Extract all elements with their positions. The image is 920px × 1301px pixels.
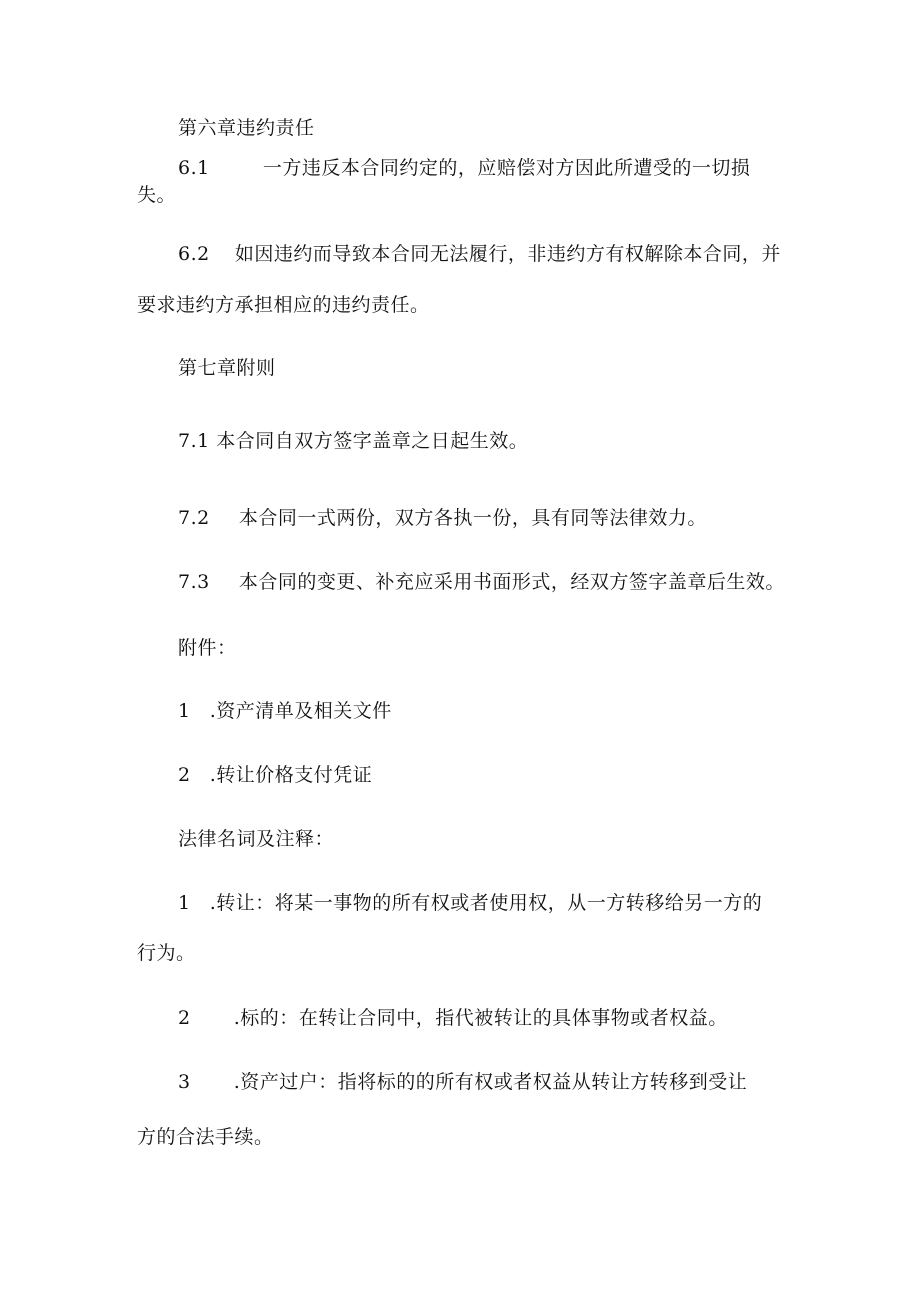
clause-6-1-continuation: 失。 — [137, 184, 177, 206]
glossary-item — [178, 891, 762, 915]
clause-number: 7.2 — [178, 507, 210, 529]
clause-text: 如因违约而导致本合同无法履行，非违约方有权解除本合同，并 — [234, 243, 781, 265]
clause-text: 本合同的变更、补充应采用书面形式，经双方签字盖章后生效。 — [238, 571, 785, 593]
attachment-item — [178, 763, 372, 787]
clause-6-2-continuation: 要求违约方承担相应的违约责任。 — [137, 294, 430, 316]
item-number: 1 — [178, 892, 191, 914]
item-number: 2 — [178, 764, 191, 786]
clause-text: 本合同一式两份，双方各执一份，具有同等法律效力。 — [238, 507, 707, 529]
clause-6-1 — [178, 156, 750, 180]
chapter-6-heading: 第六章违约责任 — [178, 117, 315, 139]
item-number: 2 — [178, 1007, 191, 1029]
clause-7-2 — [178, 506, 707, 530]
item-text: .标的：在转让合同中，指代被转让的具体事物或者权益。 — [233, 1007, 728, 1029]
item-text: .资产过户：指将标的的所有权或者权益从转让方转移到受让 — [233, 1071, 748, 1093]
clause-7-3 — [178, 570, 785, 594]
attachment-item — [178, 699, 392, 723]
glossary-item — [178, 1006, 728, 1030]
item-text: .资产清单及相关文件 — [209, 700, 392, 722]
item-number: 1 — [178, 700, 191, 722]
clause-text: 本合同自双方签字盖章之日起生效。 — [216, 430, 529, 452]
glossary-item-continuation: 行为。 — [137, 942, 196, 964]
clause-number: 7.3 — [178, 571, 210, 593]
clause-7-1 — [178, 429, 528, 453]
clause-text: 一方违反本合同约定的，应赔偿对方因此所遭受的一切损 — [262, 157, 751, 179]
clause-number: 6.2 — [178, 243, 210, 265]
clause-number: 6.1 — [178, 157, 210, 179]
clause-number: 7.1 — [178, 430, 210, 452]
item-number: 3 — [178, 1071, 191, 1093]
item-text: .转让价格支付凭证 — [209, 764, 373, 786]
glossary-item — [178, 1070, 747, 1094]
attachments-heading: 附件： — [178, 637, 237, 659]
item-text: .转让：将某一事物的所有权或者使用权，从一方转移给另一方的 — [209, 892, 763, 914]
chapter-7-heading: 第七章附则 — [178, 357, 276, 379]
glossary-heading: 法律名词及注释： — [178, 828, 335, 850]
clause-6-2 — [178, 242, 781, 266]
glossary-item-continuation: 方的合法手续。 — [137, 1126, 274, 1148]
